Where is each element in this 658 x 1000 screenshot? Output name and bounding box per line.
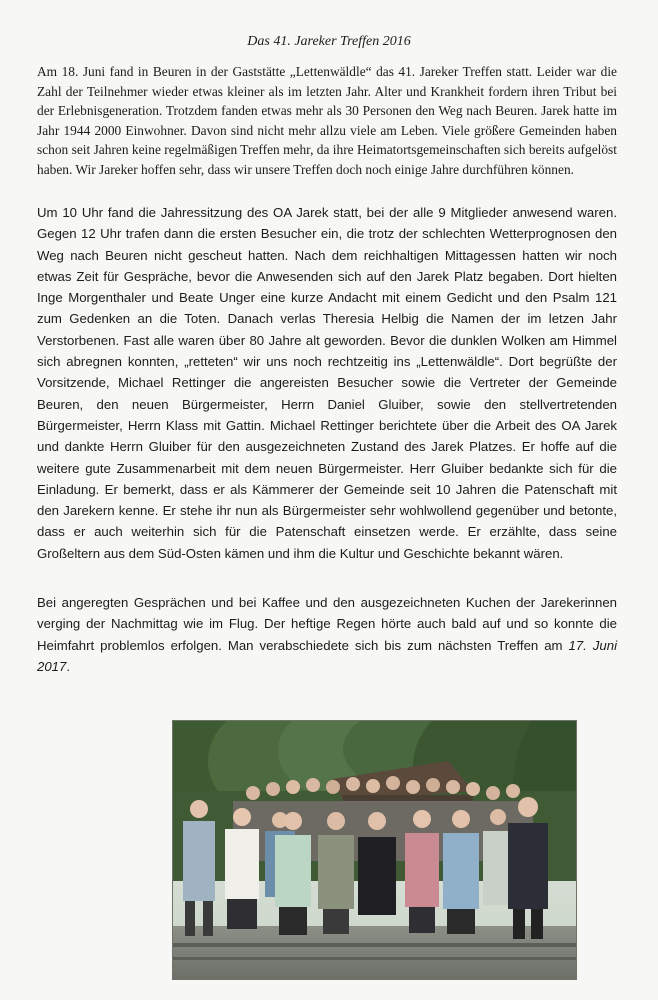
paragraph-intro: Am 18. Juni fand in Beuren in der Gaststätte „Lettenwäldle“ das 41. Jareker Treffen statt. Leider war die Zahl der Teilnehmer wieder etwas kleiner als im letzten Jahr. Alter und Krankheit fordern ihren Tribut bei der Erlebnisgeneration. Trotzdem fanden etwas mehr als 30 Personen den Weg nach Beuren. Jarek hatte im Jahr 1944 2000 Einwohner. Davon sind nicht mehr allzu viele am Leben. Viele größere Gemeinden haben schon seit Jahren keine regelmäßigen Treffen mehr, da ihre Heimatortsgemeinschaften sich bereits aufgelöst haben. Wir Jareker hoffen sehr, dass wir unsere Treffen doch noch einige Jahre durchführen können. bbox=[37, 64, 617, 177]
paragraph-meeting-report: Um 10 Uhr fand die Jahressitzung des OA Jarek statt, bei der alle 9 Mitglieder anwesend waren. Gegen 12 Uhr trafen dann die ersten Besucher ein, die trotz der schlechten Wetterprognosen den Weg nach Beuren nicht gescheut hatten. Nach dem reichhaltigen Mittagessen hatten wir noch etwas Zeit für Gespräche, bevor die Anwesenden sich auf den Jarek Platz begaben. Dort hielten Inge Morgenthaler und Beate Unger eine kurze Andacht mit einem Gedicht und den Psalm 121 zum Gedenken an die Toten. Danach verlas Theresia Helbig die Namen der im letzen Jahr Verstorbenen. Fast alle waren über 80 Jahre alt geworden. Bevor die dunklen Wolken am Himmel sich abregnen konnten, „retteten“ wir uns noch rechtzeitig ins „Lettenwäldle“. Dort begrüßte der Vorsitzende, Michael Rettinger die angereisten Besucher sowie die Vertreter der Gemeinde Beuren, den neuen Bürgermeister, Herrn Daniel Gluiber, sowie den stellvertretenden Bürgermeister, Herrn Klass mit Gattin. Michael Rettinger berichtete über die Arbeit des OA Jarek und dankte Herrn Gluiber für den ausgezeichneten Zustand des Jarek Platzes. Er hoffe auf die weitere gute Zusammenarbeit mit dem neuen Bürgermeister. Herr Gluiber bedankte sich für die Einladung. Er bemerkt, dass er als Kämmerer der Gemeinde seit 10 Jahren die Patenschaft mit den Jarekern kenne. Er stehe ihr nun als Bürgermeister sehr wohlwollend gegenüber und betonte, dass er auch weiterhin sich für die Patenschaft einsetzen werde. Er erzählte, dass seine Großeltern aus dem Süd-Osten kämen und ihm die Kultur und Geschichte bekannt wären. bbox=[37, 205, 617, 561]
group-photo-image bbox=[173, 721, 576, 979]
next-meeting-date: 17. Juni 2017 bbox=[37, 637, 617, 674]
page-title: Das 41. Jareker Treffen 2016 bbox=[247, 34, 411, 49]
paragraph-closing bbox=[37, 592, 617, 677]
group-photo bbox=[172, 720, 577, 980]
closing-text: Bei angeregten Gesprächen und bei Kaffee und den ausgezeichneten Kuchen der Jarekerinnen verging der Nachmittag wie im Flug. Der heftige Regen hörte auch bald auf und so konnte die Heimfahrt problemlos erfolgen. Man verabschiedete sich bis zum nächsten Treffen am bbox=[37, 595, 617, 653]
closing-period: . bbox=[66, 658, 71, 674]
